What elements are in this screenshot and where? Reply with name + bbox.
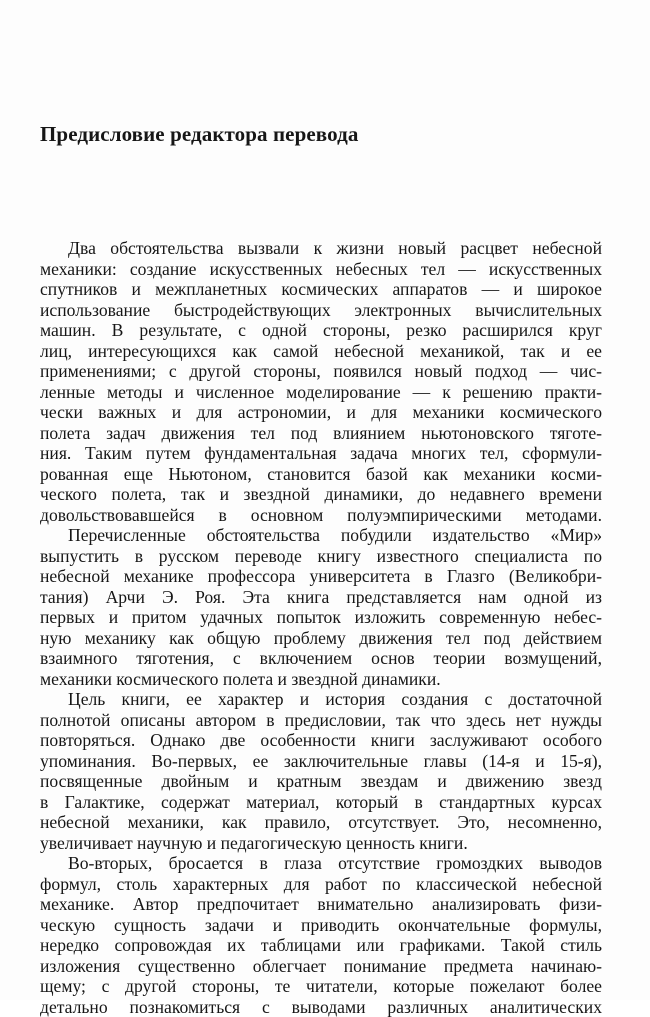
text-line-21: взаимного тяготения, с включением основ теории возмущений,: [40, 648, 602, 669]
text-line-2: механики: создание искусственных небесных тел — искусственных: [40, 259, 602, 280]
chapter-heading: Предисловие редактора перевода: [40, 121, 358, 147]
text-line-33: механике. Автор предпочитает внимательно анализировать физи-: [40, 894, 602, 915]
text-line-37: щему; с другой стороны, те читатели, которые пожелают более: [40, 976, 602, 997]
text-line-26: упоминания. Во-первых, ее заключительные главы (14-я и 15-я),: [40, 751, 602, 772]
text-line-22: механики космического полета и звездной динамики.: [40, 669, 602, 690]
body-text: [40, 238, 602, 1017]
text-line-20: ную механику как общую проблему движения тел под действием: [40, 628, 602, 649]
text-line-24: полнотой описаны автором в предисловии, так что здесь нет нужды: [40, 710, 602, 731]
text-line-3: спутников и межпланетных космических аппаратов — и широкое: [40, 279, 602, 300]
text-line-38: детально познакомиться с выводами различных аналитических: [40, 997, 602, 1017]
text-line-25: повторяться. Однако две особенности книги заслуживают особого: [40, 730, 602, 751]
text-line-14: довольствовавшейся в основном полуэмпирическими методами.: [40, 505, 602, 526]
text-line-27: посвященные двойным и кратным звездам и движению звезд: [40, 771, 602, 792]
text-line-35: нередко сопровождая их таблицами или графиками. Такой стиль: [40, 935, 602, 956]
text-line-11: ния. Таким путем фундаментальная задача многих тел, сформули-: [40, 443, 602, 464]
text-line-30: увеличивает научную и педагогическую ценность книги.: [40, 833, 602, 854]
text-line-18: тания) Арчи Э. Роя. Эта книга представляется нам одной из: [40, 587, 602, 608]
text-line-10: полета задач движения тел под влиянием ньютоновского тяготе-: [40, 423, 602, 444]
text-line-17: небесной механике профессора университета в Глазго (Великобри-: [40, 566, 602, 587]
text-line-16: выпустить в русском переводе книгу известного специалиста по: [40, 546, 602, 567]
text-line-9: чески важных и для астрономии, и для механики космического: [40, 402, 602, 423]
text-line-28: в Галактике, содержат материал, который в стандартных курсах: [40, 792, 602, 813]
text-line-29: небесной механики, как правило, отсутствует. Это, несомненно,: [40, 812, 602, 833]
text-line-4: использование быстродействующих электронных вычислительных: [40, 300, 602, 321]
text-line-8: ленные методы и численное моделирование — к решению практи-: [40, 382, 602, 403]
text-line-1: Два обстоятельства вызвали к жизни новый расцвет небесной: [40, 238, 602, 259]
text-line-19: первых и притом удачных попыток изложить современную небес-: [40, 607, 602, 628]
text-line-13: ческого полета, так и звездной динамики, до недавнего времени: [40, 484, 602, 505]
text-line-15: Перечисленные обстоятельства побудили издательство «Мир»: [40, 525, 602, 546]
text-line-6: лиц, интересующихся как самой небесной механикой, так и ее: [40, 341, 602, 362]
text-line-5: машин. В результате, с одной стороны, резко расширился круг: [40, 320, 602, 341]
text-line-12: рованная еще Ньютоном, становится базой как механики косми-: [40, 464, 602, 485]
text-line-36: изложения существенно облегчает понимание предмета начинаю-: [40, 956, 602, 977]
text-line-34: ческую сущность задачи и приводить окончательные формулы,: [40, 915, 602, 936]
text-line-23: Цель книги, ее характер и история создания с достаточной: [40, 689, 602, 710]
text-line-31: Во-вторых, бросается в глаза отсутствие громоздких выводов: [40, 853, 602, 874]
text-line-32: формул, столь характерных для работ по классической небесной: [40, 874, 602, 895]
text-line-7: применениями; с другой стороны, появился новый подход — чис-: [40, 361, 602, 382]
